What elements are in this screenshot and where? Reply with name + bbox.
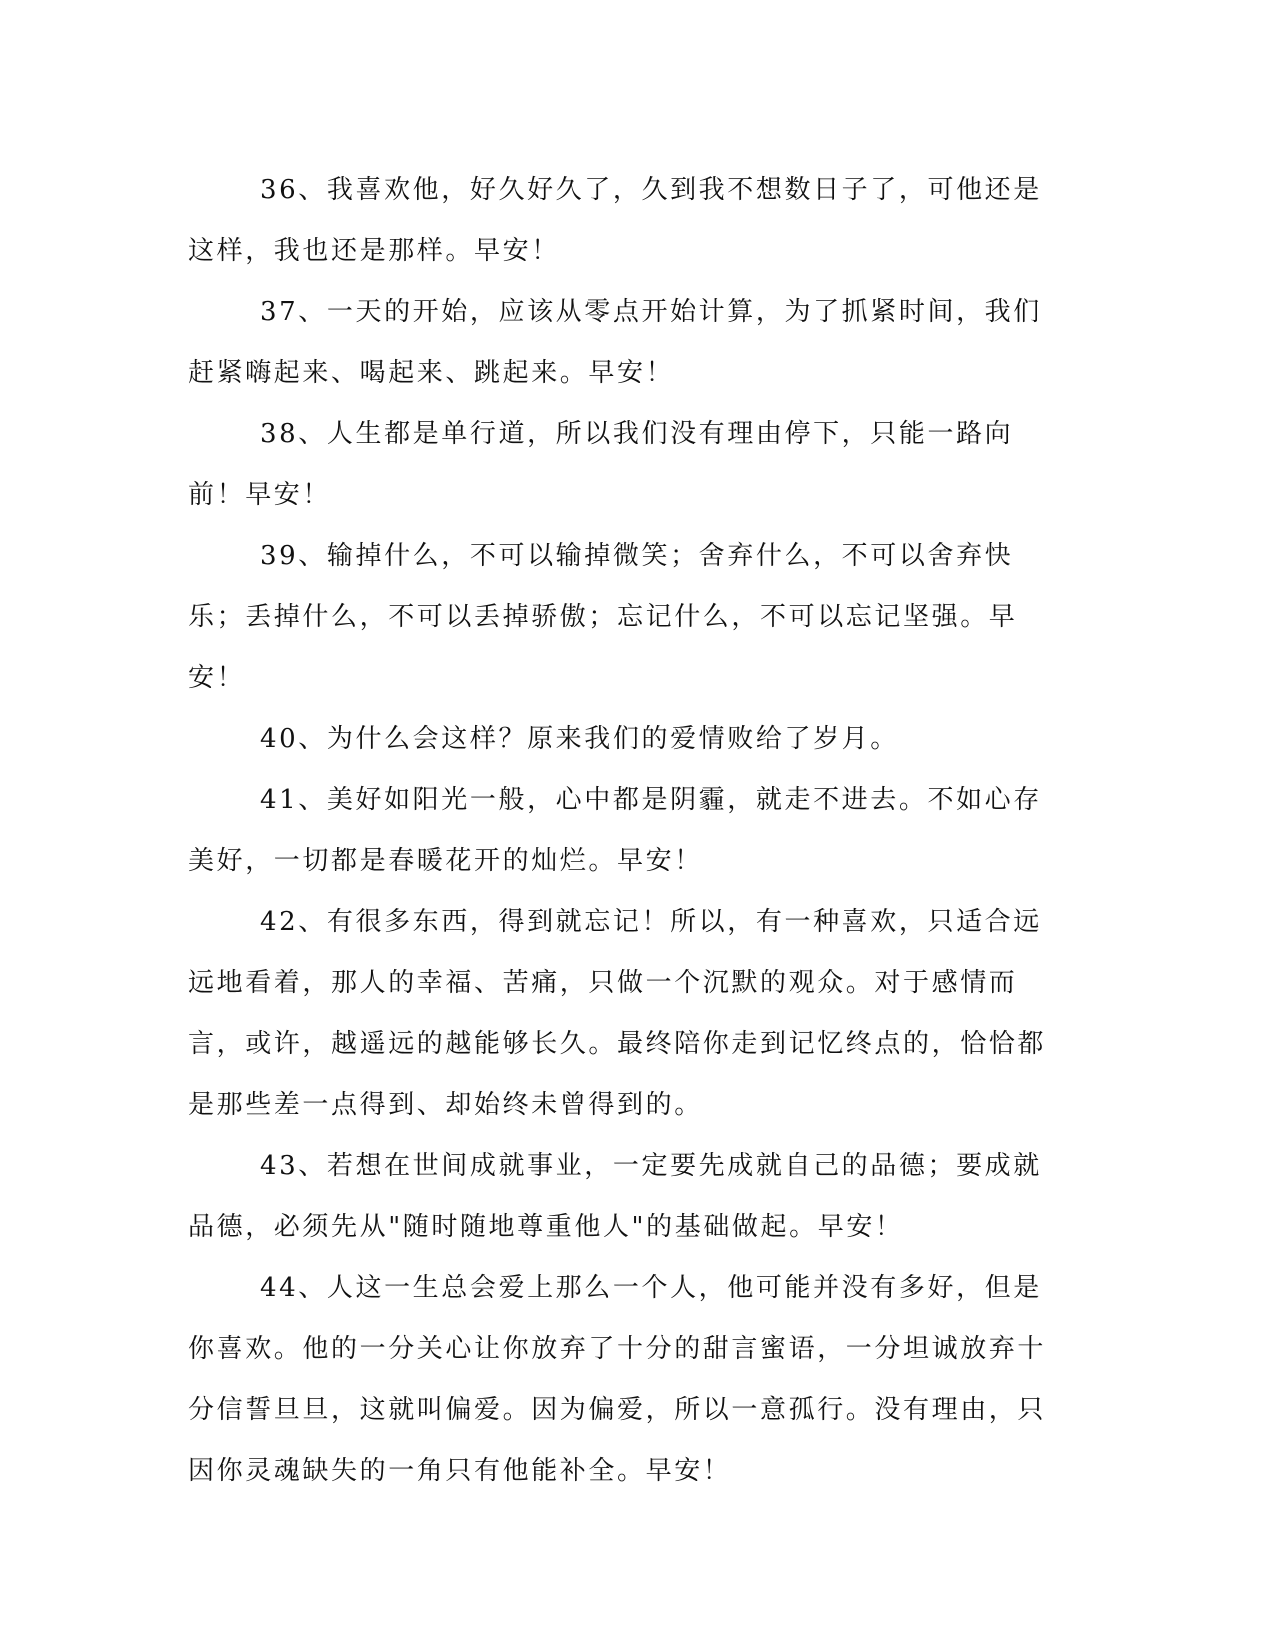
paragraph-42: 42、有很多东西，得到就忘记！所以，有一种喜欢，只适合远远地看着，那人的幸福、苦痛，只做一个沉默的观众。对于感情而言，或许，越遥远的越能够长久。最终陪你走到记忆终点的，恰恰都是那些差一点得到、却始终未曾得到的。 [188,907,1047,1120]
paragraph-41: 41、美好如阳光一般，心中都是阴霾，就走不进去。不如心存美好，一切都是春暖花开的灿烂。早安！ [188,785,1042,876]
paragraph-40: 40、为什么会这样？原来我们的爱情败给了岁月。 [260,724,899,754]
paragraph-36: 36、我喜欢他，好久好久了，久到我不想数日子了，可他还是这样，我也还是那样。早安！ [188,175,1042,266]
paragraph-44: 44、人这一生总会爱上那么一个人，他可能并没有多好，但是你喜欢。他的一分关心让你放弃了十分的甜言蜜语，一分坦诚放弃十分信誓旦旦，这就叫偏爱。因为偏爱，所以一意孤行。没有理由，只因你灵魂缺失的一角只有他能补全。早安！ [188,1273,1047,1486]
paragraph-37: 37、一天的开始，应该从零点开始计算，为了抓紧时间，我们赶紧嗨起来、喝起来、跳起来。早安！ [188,297,1042,388]
paragraph-43: 43、若想在世间成就事业，一定要先成就自己的品德；要成就品德，必须先从"随时随地尊重他人"的基础做起。早安！ [188,1151,1042,1242]
document-body [188,160,1068,1502]
paragraph-38: 38、人生都是单行道，所以我们没有理由停下，只能一路向前！早安！ [188,419,1014,510]
paragraph-39: 39、输掉什么，不可以输掉微笑；舍弃什么，不可以舍弃快乐；丢掉什么，不可以丢掉骄傲；忘记什么，不可以忘记坚强。早安！ [188,541,1018,693]
